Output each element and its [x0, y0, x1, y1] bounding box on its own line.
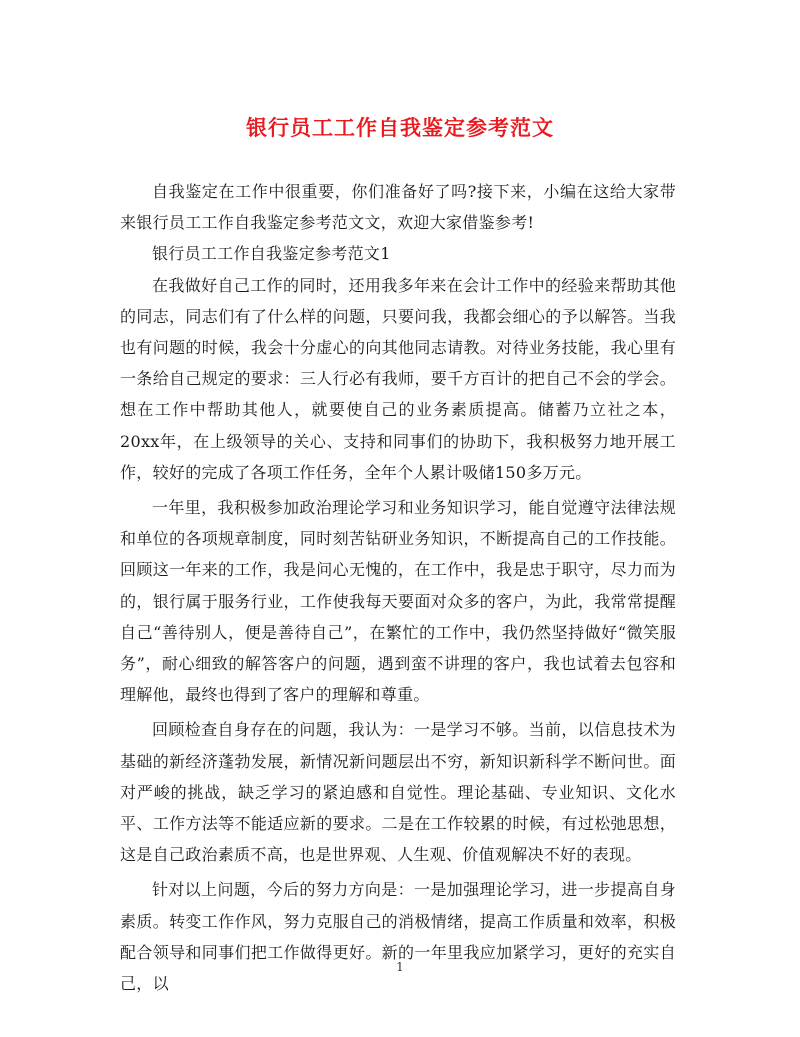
section-heading: 银行员工工作自我鉴定参考范文1 — [152, 244, 391, 264]
document-title: 银行员工工作自我鉴定参考范文 — [246, 115, 554, 140]
document-body — [120, 176, 676, 999]
intro-paragraph: 自我鉴定在工作中很重要，你们准备好了吗?接下来，小编在这给大家带来银行员工工作自我鉴定参考范文文，欢迎大家借鉴参考! — [120, 182, 676, 233]
body-paragraph: 回顾检查自身存在的问题，我认为：一是学习不够。当前，以信息技术为基础的新经济蓬勃发展，新情况新问题层出不穷，新知识新科学不断问世。面对严峻的挑战，缺乏学习的紧迫感和自觉性。理论基础、专业知识、文化水平、工作方法等不能适应新的要求。二是在工作较累的时候，有过松弛思想，这是自己政治素质不高，也是世界观、人生观、价值观解决不好的表现。 — [120, 720, 676, 865]
body-paragraph: 一年里，我积极参加政治理论学习和业务知识学习，能自觉遵守法律法规和单位的各项规章制度，同时刻苦钻研业务知识，不断提高自己的工作技能。回顾这一年来的工作，我是问心无愧的，在工作中，我是忠于职守，尽力而为的，银行属于服务行业，工作使我每天要面对众多的客户，为此，我常常提醒自己“善待别人，便是善待自己”，在繁忙的工作中，我仍然坚持做好“微笑服务”，耐心细致的解答客户的问题，遇到蛮不讲理的客户，我也试着去包容和理解他，最终也得到了客户的理解和尊重。 — [120, 498, 676, 705]
page-number: 1 — [396, 960, 404, 974]
body-paragraph: 针对以上问题，今后的努力方向是：一是加强理论学习，进一步提高自身素质。转变工作作风，努力克服自己的消极情绪，提高工作质量和效率，积极配合领导和同事们把工作做得更好。新的一年里我应加紧学习，更好的充实自己，以 — [120, 880, 676, 994]
body-paragraph: 在我做好自己工作的同时，还用我多年来在会计工作中的经验来帮助其他的同志，同志们有了什么样的问题，只要问我，我都会细心的予以解答。当我也有问题的时候，我会十分虚心的向其他同志请教。对待业务技能，我心里有一条给自己规定的要求：三人行必有我师，要千方百计的把自己不会的学会。想在工作中帮助其他人，就要使自己的业务素质提高。储蓄乃立社之本，20xx年，在上级领导的关心、支持和同事们的协助下，我积极努力地开展工作，较好的完成了各项工作任务，全年个人累计吸储150多万元。 — [120, 275, 676, 482]
